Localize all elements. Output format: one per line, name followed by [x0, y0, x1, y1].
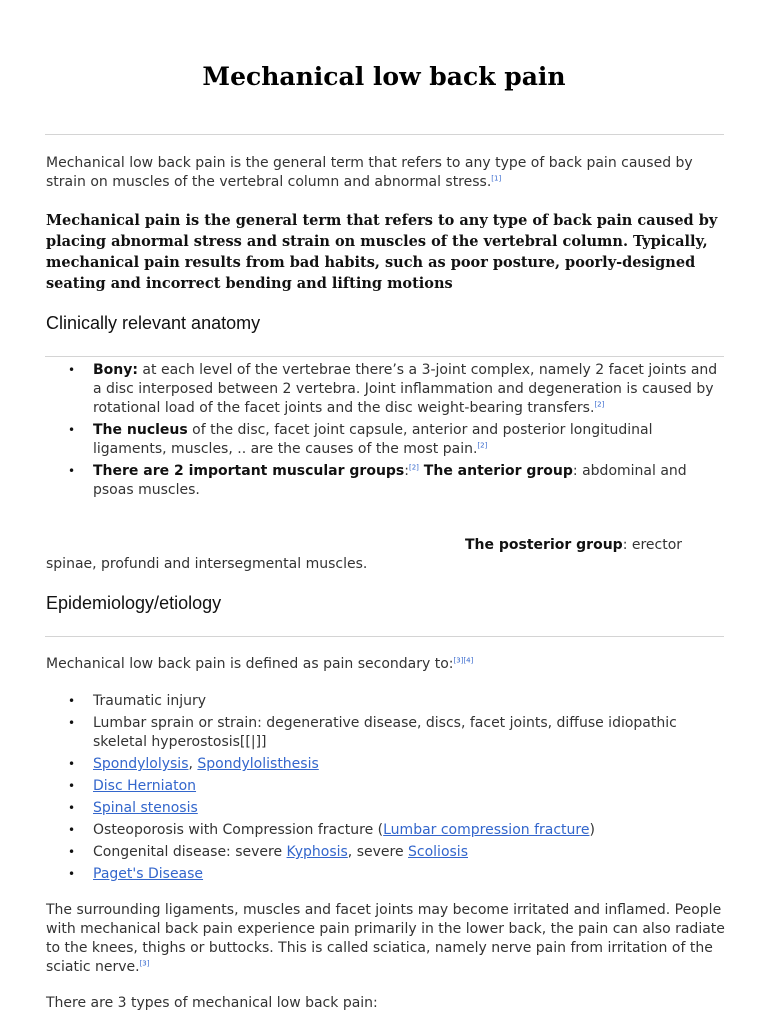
pagets-disease-link[interactable]: Paget's Disease: [93, 866, 204, 882]
citation-link[interactable]: [1]: [491, 174, 502, 183]
item-text: Osteoporosis with Compression fracture (: [93, 822, 384, 838]
item-text: at each level of the vertebrae there’s a 3-joint complex, namely 2 facet joints and a disc interposed between 2 vertebra. Joint inflammation and degeneration is caused by rotational load of the facet joints and the disc weight-bearing transfers.: [93, 362, 718, 416]
anatomy-list: [46, 361, 726, 503]
intro-paragraph: [46, 154, 726, 192]
citation-link[interactable]: [3][4]: [453, 656, 474, 665]
separator: ,: [188, 756, 198, 772]
causes-lead: [46, 655, 726, 674]
posterior-group-paragraph: [46, 536, 726, 574]
item-text: Congenital disease: severe: [93, 844, 287, 860]
page-title: Mechanical low back pain: [202, 62, 566, 91]
item-bold: The nucleus: [93, 422, 188, 438]
spondylolisthesis-link[interactable]: Spondylolisthesis: [197, 756, 319, 772]
citation-link[interactable]: [3]: [139, 959, 150, 968]
types-lead: There are 3 types of mechanical low back pain:: [46, 995, 378, 1011]
section-heading-epidemiology: Epidemiology/etiology: [46, 593, 222, 613]
paragraph-text: The surrounding ligaments, muscles and facet joints may become irritated and inflamed. People with mechanical back pain experience pain primarily in the lower back, the pain can also radiate to the knees, thighs or buttocks. This is called sciatica, namely nerve pain from irritation of the sciatic nerve.: [46, 902, 725, 975]
item-text: :: [404, 463, 409, 479]
item-text-secondary: : abdominal and psoas muscles.: [93, 463, 687, 498]
item-bold: Bony:: [93, 362, 138, 378]
list-item: • Traumatic injury: [46, 692, 726, 711]
spinal-stenosis-link[interactable]: Spinal stenosis: [93, 800, 198, 816]
list-item: [46, 821, 726, 840]
item-text-end: ): [589, 822, 595, 838]
intro-text: Mechanical low back pain is the general term that refers to any type of back pain caused by strain on muscles of the vertebral column and abnormal stress.: [46, 155, 693, 190]
anatomy-divider: [45, 356, 724, 357]
scoliosis-link[interactable]: Scoliosis: [408, 844, 468, 860]
posterior-bold: The posterior group: [465, 537, 623, 553]
list-item: [46, 755, 726, 774]
irritation-paragraph: [46, 901, 726, 977]
kyphosis-link[interactable]: Kyphosis: [286, 844, 348, 860]
lumbar-compression-fracture-link[interactable]: Lumbar compression fracture: [383, 822, 590, 838]
spondylolysis-link[interactable]: Spondylolysis: [93, 756, 189, 772]
list-item: [46, 799, 726, 818]
list-item: • Lumbar sprain or strain: degenerative disease, discs, facet joints, diffuse idiopathic skeletal hyperostosis[[|]]: [46, 714, 726, 752]
citation-link[interactable]: [2]: [477, 441, 488, 450]
citation-link[interactable]: [2]: [594, 400, 605, 409]
disc-herniation-link[interactable]: Disc Herniaton: [93, 778, 197, 794]
section-heading-anatomy: Clinically relevant anatomy: [46, 313, 261, 333]
list-item: [46, 777, 726, 796]
posterior-text: : erector spinae, profundi and intersegmental muscles.: [46, 537, 683, 572]
lead-text: Mechanical low back pain is defined as pain secondary to:: [46, 656, 454, 672]
item-text-mid: , severe: [347, 844, 409, 860]
list-item: [46, 361, 726, 418]
item-bold-secondary: The anterior group: [418, 463, 573, 479]
list-item: [46, 865, 726, 884]
citation-link[interactable]: [2]: [409, 463, 419, 472]
list-item: [46, 843, 726, 862]
item-bold: There are 2 important muscular groups: [93, 463, 405, 479]
causes-list: [46, 692, 726, 887]
list-item: [46, 421, 726, 459]
title-divider: [45, 134, 724, 135]
item-text: of the disc, facet joint capsule, anterior and posterior longitudinal ligaments, muscles, .. are the causes of the most pain.: [93, 422, 653, 457]
list-item: [46, 462, 726, 500]
epidemiology-divider: [45, 636, 724, 637]
bold-intro-paragraph: Mechanical pain is the general term that refers to any type of back pain caused by placing abnormal stress and strain on muscles of the vertebral column. Typically, mechanical pain results from bad habits, such as poor posture, poorly-designed seating and incorrect bending and lifting motions: [46, 212, 718, 292]
